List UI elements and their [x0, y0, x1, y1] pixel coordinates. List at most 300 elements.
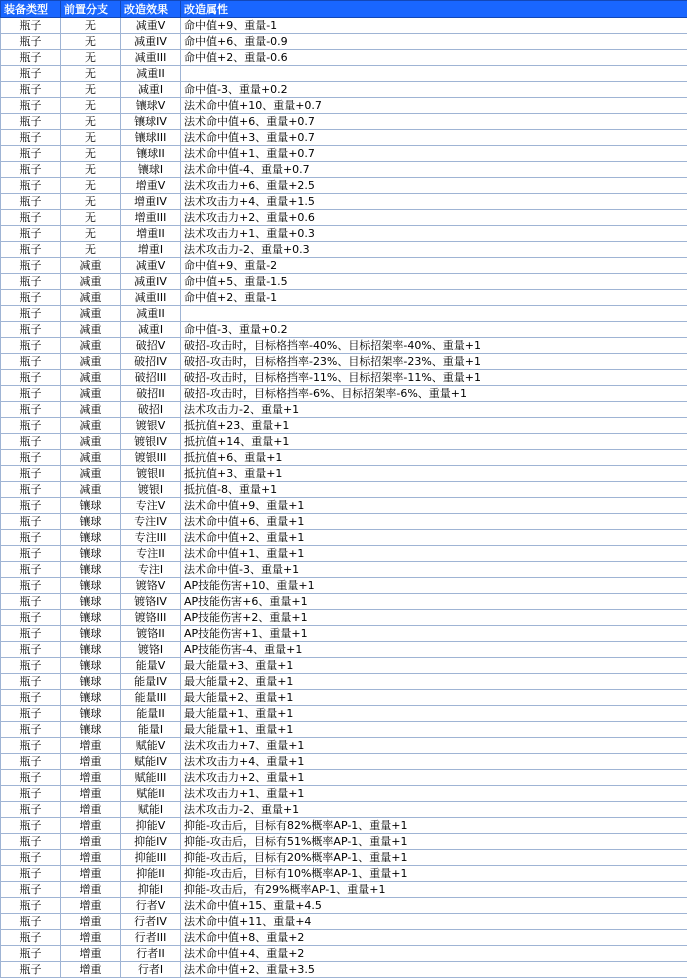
cell-prerequisite-branch: 镶球 [61, 642, 121, 658]
table-row [1, 370, 687, 386]
cell-modification-attribute: 抵抗值+3、重量+1 [181, 466, 687, 482]
cell-modification-attribute: 法术命中值-3、重量+1 [181, 562, 687, 578]
cell-equipment-type: 瓶子 [1, 354, 61, 370]
cell-equipment-type: 瓶子 [1, 962, 61, 978]
cell-modification-attribute: 法术命中值+15、重量+4.5 [181, 898, 687, 914]
cell-equipment-type: 瓶子 [1, 610, 61, 626]
cell-modification-attribute: 法术命中值+2、重量+1 [181, 530, 687, 546]
cell-equipment-type: 瓶子 [1, 466, 61, 482]
cell-modification-effect: 镀铬II [121, 626, 181, 642]
column-header-prerequisite-branch: 前置分支 [61, 1, 121, 18]
cell-modification-effect: 减重II [121, 66, 181, 82]
table-row [1, 82, 687, 98]
cell-prerequisite-branch: 镶球 [61, 578, 121, 594]
table-row [1, 290, 687, 306]
cell-equipment-type: 瓶子 [1, 674, 61, 690]
cell-equipment-type: 瓶子 [1, 578, 61, 594]
cell-prerequisite-branch: 增重 [61, 962, 121, 978]
cell-modification-attribute: 法术命中值+8、重量+2 [181, 930, 687, 946]
cell-prerequisite-branch: 减重 [61, 402, 121, 418]
cell-modification-effect: 减重II [121, 306, 181, 322]
cell-prerequisite-branch: 无 [61, 98, 121, 114]
cell-modification-effect: 镶球III [121, 130, 181, 146]
cell-modification-effect: 镶球I [121, 162, 181, 178]
cell-prerequisite-branch: 增重 [61, 882, 121, 898]
cell-modification-attribute: 抑能-攻击后，目标有10%概率AP-1、重量+1 [181, 866, 687, 882]
cell-modification-effect: 镀银II [121, 466, 181, 482]
cell-equipment-type: 瓶子 [1, 882, 61, 898]
table-row [1, 274, 687, 290]
cell-equipment-type: 瓶子 [1, 930, 61, 946]
cell-modification-effect: 增重IV [121, 194, 181, 210]
cell-modification-attribute: 命中值-3、重量+0.2 [181, 322, 687, 338]
cell-prerequisite-branch: 无 [61, 162, 121, 178]
cell-modification-effect: 减重V [121, 18, 181, 34]
cell-equipment-type: 瓶子 [1, 306, 61, 322]
cell-modification-effect: 赋能III [121, 770, 181, 786]
table-row [1, 402, 687, 418]
cell-prerequisite-branch: 无 [61, 242, 121, 258]
cell-equipment-type: 瓶子 [1, 130, 61, 146]
cell-equipment-type: 瓶子 [1, 850, 61, 866]
cell-modification-effect: 专注I [121, 562, 181, 578]
cell-modification-effect: 镶球V [121, 98, 181, 114]
cell-modification-effect: 赋能V [121, 738, 181, 754]
table-row [1, 258, 687, 274]
cell-prerequisite-branch: 镶球 [61, 626, 121, 642]
cell-equipment-type: 瓶子 [1, 194, 61, 210]
table-row [1, 770, 687, 786]
cell-equipment-type: 瓶子 [1, 290, 61, 306]
cell-prerequisite-branch: 镶球 [61, 498, 121, 514]
cell-modification-effect: 行者I [121, 962, 181, 978]
cell-equipment-type: 瓶子 [1, 338, 61, 354]
cell-prerequisite-branch: 减重 [61, 434, 121, 450]
cell-modification-attribute: 命中值+9、重量-1 [181, 18, 687, 34]
cell-modification-effect: 赋能I [121, 802, 181, 818]
table-row [1, 802, 687, 818]
cell-equipment-type: 瓶子 [1, 178, 61, 194]
cell-modification-attribute: AP技能伤害+2、重量+1 [181, 610, 687, 626]
cell-modification-effect: 减重III [121, 290, 181, 306]
cell-modification-attribute: 法术命中值+3、重量+0.7 [181, 130, 687, 146]
cell-prerequisite-branch: 无 [61, 146, 121, 162]
table-row [1, 546, 687, 562]
table-row [1, 306, 687, 322]
cell-prerequisite-branch: 减重 [61, 306, 121, 322]
cell-equipment-type: 瓶子 [1, 706, 61, 722]
table-row [1, 786, 687, 802]
cell-modification-effect: 减重III [121, 50, 181, 66]
cell-modification-effect: 赋能IV [121, 754, 181, 770]
table-row [1, 594, 687, 610]
cell-equipment-type: 瓶子 [1, 834, 61, 850]
cell-modification-effect: 增重II [121, 226, 181, 242]
cell-prerequisite-branch: 减重 [61, 290, 121, 306]
cell-prerequisite-branch: 镶球 [61, 706, 121, 722]
cell-modification-effect: 减重IV [121, 34, 181, 50]
cell-equipment-type: 瓶子 [1, 738, 61, 754]
cell-prerequisite-branch: 减重 [61, 386, 121, 402]
cell-modification-attribute: 抵抗值+6、重量+1 [181, 450, 687, 466]
cell-prerequisite-branch: 无 [61, 66, 121, 82]
cell-modification-effect: 镀银I [121, 482, 181, 498]
cell-prerequisite-branch: 镶球 [61, 674, 121, 690]
table-row [1, 322, 687, 338]
table-row [1, 338, 687, 354]
cell-modification-attribute: 法术命中值+1、重量+0.7 [181, 146, 687, 162]
cell-modification-effect: 行者V [121, 898, 181, 914]
cell-modification-effect: 镀铬III [121, 610, 181, 626]
cell-modification-attribute: 命中值+5、重量-1.5 [181, 274, 687, 290]
cell-modification-effect: 能量V [121, 658, 181, 674]
cell-modification-effect: 抑能III [121, 850, 181, 866]
table-row [1, 578, 687, 594]
table-row [1, 114, 687, 130]
table-row [1, 722, 687, 738]
cell-prerequisite-branch: 增重 [61, 786, 121, 802]
cell-prerequisite-branch: 增重 [61, 850, 121, 866]
cell-modification-effect: 破招III [121, 370, 181, 386]
cell-modification-attribute: 抑能-攻击后，目标有20%概率AP-1、重量+1 [181, 850, 687, 866]
table-row [1, 706, 687, 722]
cell-modification-attribute: 法术命中值+1、重量+1 [181, 546, 687, 562]
cell-equipment-type: 瓶子 [1, 98, 61, 114]
cell-equipment-type: 瓶子 [1, 162, 61, 178]
cell-modification-effect: 破招I [121, 402, 181, 418]
table-row [1, 514, 687, 530]
cell-equipment-type: 瓶子 [1, 914, 61, 930]
cell-prerequisite-branch: 镶球 [61, 594, 121, 610]
cell-prerequisite-branch: 增重 [61, 770, 121, 786]
cell-modification-effect: 能量III [121, 690, 181, 706]
cell-modification-attribute: 法术攻击力-2、重量+1 [181, 402, 687, 418]
cell-prerequisite-branch: 镶球 [61, 530, 121, 546]
column-header-modification-effect: 改造效果 [121, 1, 181, 18]
table-row [1, 146, 687, 162]
cell-equipment-type: 瓶子 [1, 370, 61, 386]
cell-modification-effect: 减重I [121, 322, 181, 338]
cell-modification-attribute: 最大能量+2、重量+1 [181, 690, 687, 706]
cell-prerequisite-branch: 无 [61, 34, 121, 50]
table-row [1, 450, 687, 466]
cell-prerequisite-branch: 减重 [61, 450, 121, 466]
cell-prerequisite-branch: 减重 [61, 258, 121, 274]
cell-equipment-type: 瓶子 [1, 226, 61, 242]
table-row [1, 674, 687, 690]
cell-prerequisite-branch: 减重 [61, 338, 121, 354]
table-row [1, 354, 687, 370]
cell-prerequisite-branch: 减重 [61, 274, 121, 290]
cell-modification-attribute: 抵抗值+23、重量+1 [181, 418, 687, 434]
cell-prerequisite-branch: 无 [61, 194, 121, 210]
cell-equipment-type: 瓶子 [1, 802, 61, 818]
cell-modification-effect: 赋能II [121, 786, 181, 802]
table-row [1, 866, 687, 882]
table-row [1, 690, 687, 706]
cell-modification-effect: 抑能II [121, 866, 181, 882]
table-row [1, 642, 687, 658]
cell-modification-attribute: 最大能量+2、重量+1 [181, 674, 687, 690]
cell-prerequisite-branch: 增重 [61, 898, 121, 914]
cell-equipment-type: 瓶子 [1, 946, 61, 962]
table-row [1, 930, 687, 946]
cell-prerequisite-branch: 无 [61, 210, 121, 226]
cell-modification-effect: 减重I [121, 82, 181, 98]
cell-prerequisite-branch: 镶球 [61, 562, 121, 578]
cell-equipment-type: 瓶子 [1, 818, 61, 834]
cell-modification-effect: 镀银V [121, 418, 181, 434]
cell-equipment-type: 瓶子 [1, 866, 61, 882]
cell-modification-attribute: 最大能量+3、重量+1 [181, 658, 687, 674]
table-row [1, 386, 687, 402]
cell-modification-attribute: 命中值+6、重量-0.9 [181, 34, 687, 50]
cell-prerequisite-branch: 减重 [61, 418, 121, 434]
cell-modification-attribute: 法术命中值+10、重量+0.7 [181, 98, 687, 114]
cell-modification-effect: 镀铬V [121, 578, 181, 594]
cell-equipment-type: 瓶子 [1, 754, 61, 770]
cell-modification-attribute: 最大能量+1、重量+1 [181, 706, 687, 722]
cell-modification-effect: 镶球II [121, 146, 181, 162]
table-row [1, 34, 687, 50]
cell-prerequisite-branch: 增重 [61, 834, 121, 850]
cell-prerequisite-branch: 无 [61, 50, 121, 66]
table-row [1, 562, 687, 578]
cell-modification-attribute: 法术命中值+11、重量+4 [181, 914, 687, 930]
cell-modification-effect: 镀银IV [121, 434, 181, 450]
table-body [1, 18, 687, 978]
cell-modification-attribute: 法术攻击力+4、重量+1 [181, 754, 687, 770]
cell-prerequisite-branch: 镶球 [61, 546, 121, 562]
cell-prerequisite-branch: 镶球 [61, 722, 121, 738]
cell-modification-attribute: 法术攻击力+7、重量+1 [181, 738, 687, 754]
cell-prerequisite-branch: 无 [61, 226, 121, 242]
cell-modification-attribute: 抵抗值+14、重量+1 [181, 434, 687, 450]
cell-modification-attribute: 破招-攻击时，目标格挡率-11%、目标招架率-11%、重量+1 [181, 370, 687, 386]
cell-prerequisite-branch: 增重 [61, 866, 121, 882]
cell-modification-attribute: 法术攻击力+6、重量+2.5 [181, 178, 687, 194]
cell-modification-attribute: 抑能-攻击后，有29%概率AP-1、重量+1 [181, 882, 687, 898]
cell-modification-effect: 镶球IV [121, 114, 181, 130]
cell-modification-effect: 增重I [121, 242, 181, 258]
cell-modification-effect: 能量IV [121, 674, 181, 690]
cell-modification-attribute: AP技能伤害-4、重量+1 [181, 642, 687, 658]
cell-modification-attribute: 法术攻击力+1、重量+1 [181, 786, 687, 802]
cell-modification-attribute: 法术攻击力+2、重量+1 [181, 770, 687, 786]
cell-equipment-type: 瓶子 [1, 66, 61, 82]
cell-modification-effect: 专注III [121, 530, 181, 546]
cell-modification-attribute: 命中值+2、重量-0.6 [181, 50, 687, 66]
cell-equipment-type: 瓶子 [1, 146, 61, 162]
table-row [1, 178, 687, 194]
table-header [1, 1, 687, 18]
cell-prerequisite-branch: 无 [61, 18, 121, 34]
cell-prerequisite-branch: 无 [61, 114, 121, 130]
table-row [1, 962, 687, 978]
cell-prerequisite-branch: 无 [61, 178, 121, 194]
cell-prerequisite-branch: 减重 [61, 466, 121, 482]
table-row [1, 482, 687, 498]
table-row [1, 418, 687, 434]
cell-equipment-type: 瓶子 [1, 258, 61, 274]
cell-equipment-type: 瓶子 [1, 770, 61, 786]
table-row [1, 98, 687, 114]
cell-prerequisite-branch: 减重 [61, 322, 121, 338]
cell-modification-effect: 减重IV [121, 274, 181, 290]
table-row [1, 466, 687, 482]
cell-modification-effect: 破招II [121, 386, 181, 402]
cell-prerequisite-branch: 减重 [61, 354, 121, 370]
table-row [1, 850, 687, 866]
table-row [1, 754, 687, 770]
cell-prerequisite-branch: 镶球 [61, 610, 121, 626]
cell-equipment-type: 瓶子 [1, 210, 61, 226]
cell-modification-effect: 行者II [121, 946, 181, 962]
cell-modification-attribute: 命中值+9、重量-2 [181, 258, 687, 274]
cell-prerequisite-branch: 增重 [61, 802, 121, 818]
cell-modification-attribute: 法术攻击力+4、重量+1.5 [181, 194, 687, 210]
cell-modification-attribute: 命中值+2、重量-1 [181, 290, 687, 306]
cell-modification-attribute: 法术攻击力+2、重量+0.6 [181, 210, 687, 226]
cell-equipment-type: 瓶子 [1, 34, 61, 50]
cell-modification-attribute: 法术命中值+4、重量+2 [181, 946, 687, 962]
cell-modification-attribute [181, 66, 687, 82]
table-row [1, 882, 687, 898]
cell-equipment-type: 瓶子 [1, 722, 61, 738]
cell-modification-effect: 抑能I [121, 882, 181, 898]
cell-modification-effect: 抑能IV [121, 834, 181, 850]
cell-modification-effect: 行者III [121, 930, 181, 946]
table-row [1, 610, 687, 626]
cell-prerequisite-branch: 无 [61, 130, 121, 146]
cell-prerequisite-branch: 镶球 [61, 658, 121, 674]
cell-equipment-type: 瓶子 [1, 514, 61, 530]
cell-modification-attribute: 法术命中值+2、重量+3.5 [181, 962, 687, 978]
table-row [1, 130, 687, 146]
table-row [1, 530, 687, 546]
cell-equipment-type: 瓶子 [1, 562, 61, 578]
cell-modification-attribute: 法术攻击力-2、重量+1 [181, 802, 687, 818]
cell-modification-attribute [181, 306, 687, 322]
table-row [1, 162, 687, 178]
cell-equipment-type: 瓶子 [1, 530, 61, 546]
table-row [1, 210, 687, 226]
cell-equipment-type: 瓶子 [1, 658, 61, 674]
cell-modification-effect: 镀银III [121, 450, 181, 466]
table-row [1, 434, 687, 450]
cell-prerequisite-branch: 增重 [61, 946, 121, 962]
cell-equipment-type: 瓶子 [1, 322, 61, 338]
cell-modification-attribute: 法术命中值+6、重量+0.7 [181, 114, 687, 130]
cell-equipment-type: 瓶子 [1, 242, 61, 258]
table-row [1, 66, 687, 82]
cell-equipment-type: 瓶子 [1, 434, 61, 450]
table-row [1, 194, 687, 210]
cell-modification-attribute: 抑能-攻击后，目标有51%概率AP-1、重量+1 [181, 834, 687, 850]
table-row [1, 898, 687, 914]
cell-equipment-type: 瓶子 [1, 482, 61, 498]
header-row [1, 1, 687, 18]
table-row [1, 818, 687, 834]
cell-equipment-type: 瓶子 [1, 594, 61, 610]
cell-equipment-type: 瓶子 [1, 450, 61, 466]
cell-modification-attribute: 破招-攻击时，目标格挡率-6%、目标招架率-6%、重量+1 [181, 386, 687, 402]
cell-equipment-type: 瓶子 [1, 418, 61, 434]
cell-equipment-type: 瓶子 [1, 402, 61, 418]
table-row [1, 834, 687, 850]
cell-modification-attribute: 抑能-攻击后，目标有82%概率AP-1、重量+1 [181, 818, 687, 834]
cell-prerequisite-branch: 增重 [61, 738, 121, 754]
cell-modification-attribute: 命中值-3、重量+0.2 [181, 82, 687, 98]
cell-modification-effect: 镀铬IV [121, 594, 181, 610]
table-row [1, 914, 687, 930]
cell-equipment-type: 瓶子 [1, 50, 61, 66]
cell-modification-attribute: 法术攻击力-2、重量+0.3 [181, 242, 687, 258]
cell-modification-attribute: 抵抗值-8、重量+1 [181, 482, 687, 498]
cell-modification-effect: 能量I [121, 722, 181, 738]
cell-prerequisite-branch: 无 [61, 82, 121, 98]
cell-modification-attribute: 法术命中值+6、重量+1 [181, 514, 687, 530]
cell-prerequisite-branch: 增重 [61, 930, 121, 946]
cell-modification-attribute: 最大能量+1、重量+1 [181, 722, 687, 738]
cell-prerequisite-branch: 减重 [61, 482, 121, 498]
cell-modification-attribute: AP技能伤害+1、重量+1 [181, 626, 687, 642]
cell-equipment-type: 瓶子 [1, 546, 61, 562]
cell-equipment-type: 瓶子 [1, 386, 61, 402]
cell-modification-effect: 破招IV [121, 354, 181, 370]
cell-equipment-type: 瓶子 [1, 498, 61, 514]
cell-prerequisite-branch: 增重 [61, 818, 121, 834]
cell-modification-effect: 专注II [121, 546, 181, 562]
table-row [1, 50, 687, 66]
cell-modification-attribute: AP技能伤害+6、重量+1 [181, 594, 687, 610]
table-row [1, 738, 687, 754]
column-header-modification-attribute: 改造属性 [181, 1, 687, 18]
table-row [1, 226, 687, 242]
cell-modification-attribute: 破招-攻击时，目标格挡率-40%、目标招架率-40%、重量+1 [181, 338, 687, 354]
cell-modification-effect: 抑能V [121, 818, 181, 834]
cell-modification-effect: 行者IV [121, 914, 181, 930]
cell-equipment-type: 瓶子 [1, 82, 61, 98]
column-header-equipment-type: 装备类型 [1, 1, 61, 18]
cell-modification-attribute: 法术命中值-4、重量+0.7 [181, 162, 687, 178]
cell-prerequisite-branch: 镶球 [61, 514, 121, 530]
cell-modification-attribute: 法术命中值+9、重量+1 [181, 498, 687, 514]
cell-modification-effect: 增重III [121, 210, 181, 226]
cell-modification-attribute: 法术攻击力+1、重量+0.3 [181, 226, 687, 242]
table-row [1, 242, 687, 258]
table-row [1, 498, 687, 514]
cell-modification-effect: 破招V [121, 338, 181, 354]
cell-equipment-type: 瓶子 [1, 898, 61, 914]
cell-prerequisite-branch: 减重 [61, 370, 121, 386]
cell-equipment-type: 瓶子 [1, 642, 61, 658]
cell-modification-effect: 增重V [121, 178, 181, 194]
cell-equipment-type: 瓶子 [1, 626, 61, 642]
cell-prerequisite-branch: 镶球 [61, 690, 121, 706]
cell-modification-effect: 专注V [121, 498, 181, 514]
cell-prerequisite-branch: 增重 [61, 914, 121, 930]
table-row [1, 626, 687, 642]
cell-equipment-type: 瓶子 [1, 18, 61, 34]
cell-modification-effect: 减重V [121, 258, 181, 274]
cell-equipment-type: 瓶子 [1, 690, 61, 706]
cell-modification-effect: 镀铬I [121, 642, 181, 658]
cell-modification-attribute: 破招-攻击时，目标格挡率-23%、目标招架率-23%、重量+1 [181, 354, 687, 370]
table-row [1, 658, 687, 674]
table-row [1, 18, 687, 34]
cell-prerequisite-branch: 增重 [61, 754, 121, 770]
